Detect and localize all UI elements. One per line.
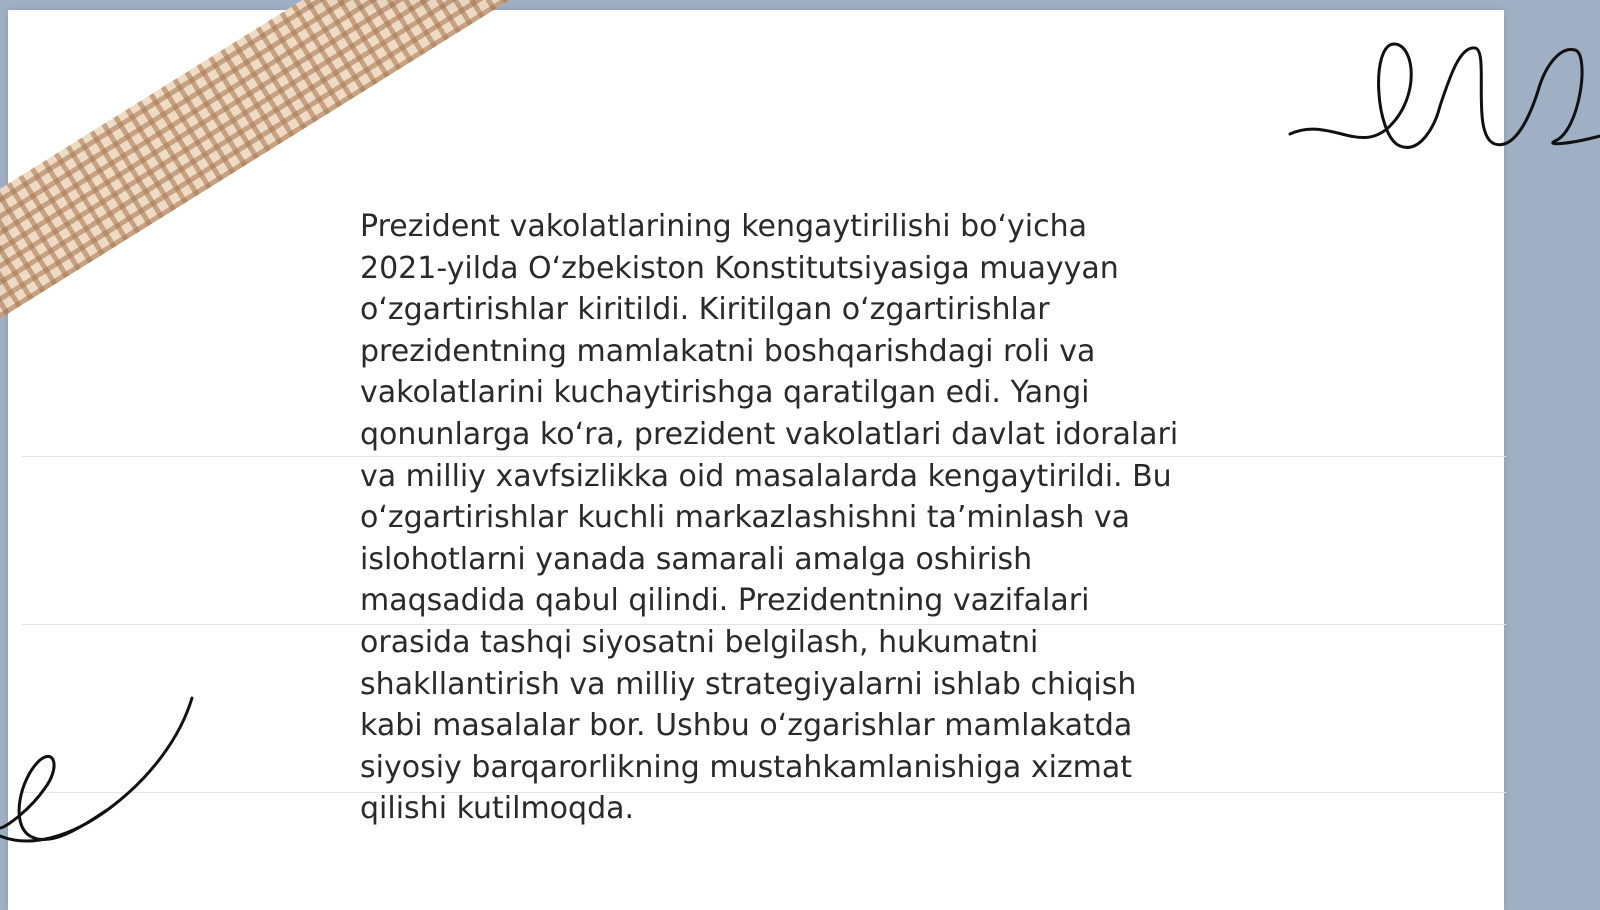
swirl-doodle-icon: [0, 698, 200, 848]
body-paragraph: Prezident vakolatlarining kengaytirilishi bo‘yicha 2021-yilda O‘zbekiston Konstitutsiyasiga muayyan o‘zgartirishlar kiritildi. Kiritilgan o‘zgartirishlar prezidentning mamlakatni boshqarishdagi roli va vakolatlarini kuchaytirishga qaratilgan edi. Yangi qonunlarga ko‘ra, prezident vakolatlari davlat idoralari va milliy xavfsizlikka oid masalalarda kengaytirildi. Bu o‘zgartirishlar kuchli markazlashishni ta’minlash va islohotlarni yanada samarali amalga oshirish maqsadida qabul qilindi. Prezidentning vazifalari orasida tashqi siyosatni belgilash, hukumatni shakllantirish va milliy strategiyalarni ishlab chiqish kabi masalalar bor. Ushbu o‘zgarishlar mamlakatda siyosiy barqarorlikning mustahkamlanishiga xizmat qilishi kutilmoqda.: [360, 209, 1179, 827]
loop-doodle-icon: [1290, 36, 1600, 166]
